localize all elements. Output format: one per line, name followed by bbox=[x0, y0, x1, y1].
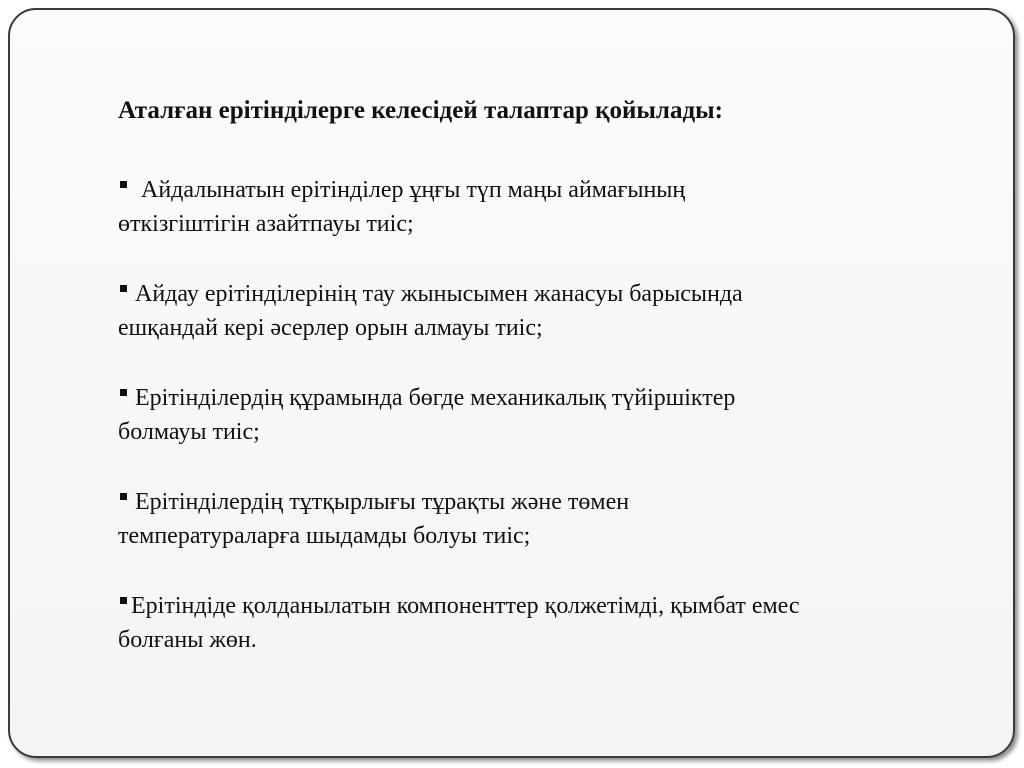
list-item-text: температураларға шыдамды болуы тиіс; bbox=[118, 523, 531, 549]
square-bullet-icon bbox=[120, 389, 127, 396]
slide-frame bbox=[8, 8, 1015, 758]
slide-content bbox=[118, 96, 968, 693]
list-item bbox=[118, 381, 968, 449]
slide-heading: Аталған ерітінділерге келесідей талаптар қойылады: bbox=[118, 97, 723, 124]
square-bullet-icon bbox=[120, 597, 127, 604]
list-item-text: ешқандай кері әсерлер орын алмауы тиіс; bbox=[118, 315, 543, 341]
list-item-text: болғаны жөн. bbox=[118, 627, 257, 653]
list-item-text: Айдау ерітінділерінің тау жынысымен жанасуы барысында bbox=[135, 281, 743, 307]
list-item-text: Ерітінділердің тұтқырлығы тұрақты және төмен bbox=[135, 489, 630, 515]
list-item-text: Айдалынатын ерітінділер ұңғы түп маңы аймағының bbox=[141, 177, 686, 203]
square-bullet-icon bbox=[120, 285, 127, 292]
list-item bbox=[118, 589, 968, 657]
list-item-text: Ерітінділердің құрамында бөгде механикалық түйіршіктер bbox=[135, 385, 736, 411]
list-item-text: өткізгіштігін азайтпауы тиіс; bbox=[118, 211, 414, 237]
list-item-text: Ерітіндіде қолданылатын компоненттер қолжетімді, қымбат емес bbox=[131, 593, 800, 619]
list-item-text: болмауы тиіс; bbox=[118, 419, 260, 445]
square-bullet-icon bbox=[120, 493, 127, 500]
square-bullet-icon bbox=[120, 181, 127, 188]
list-item bbox=[118, 173, 968, 241]
requirements-list bbox=[118, 173, 968, 657]
list-item bbox=[118, 485, 968, 553]
list-item bbox=[118, 277, 968, 345]
